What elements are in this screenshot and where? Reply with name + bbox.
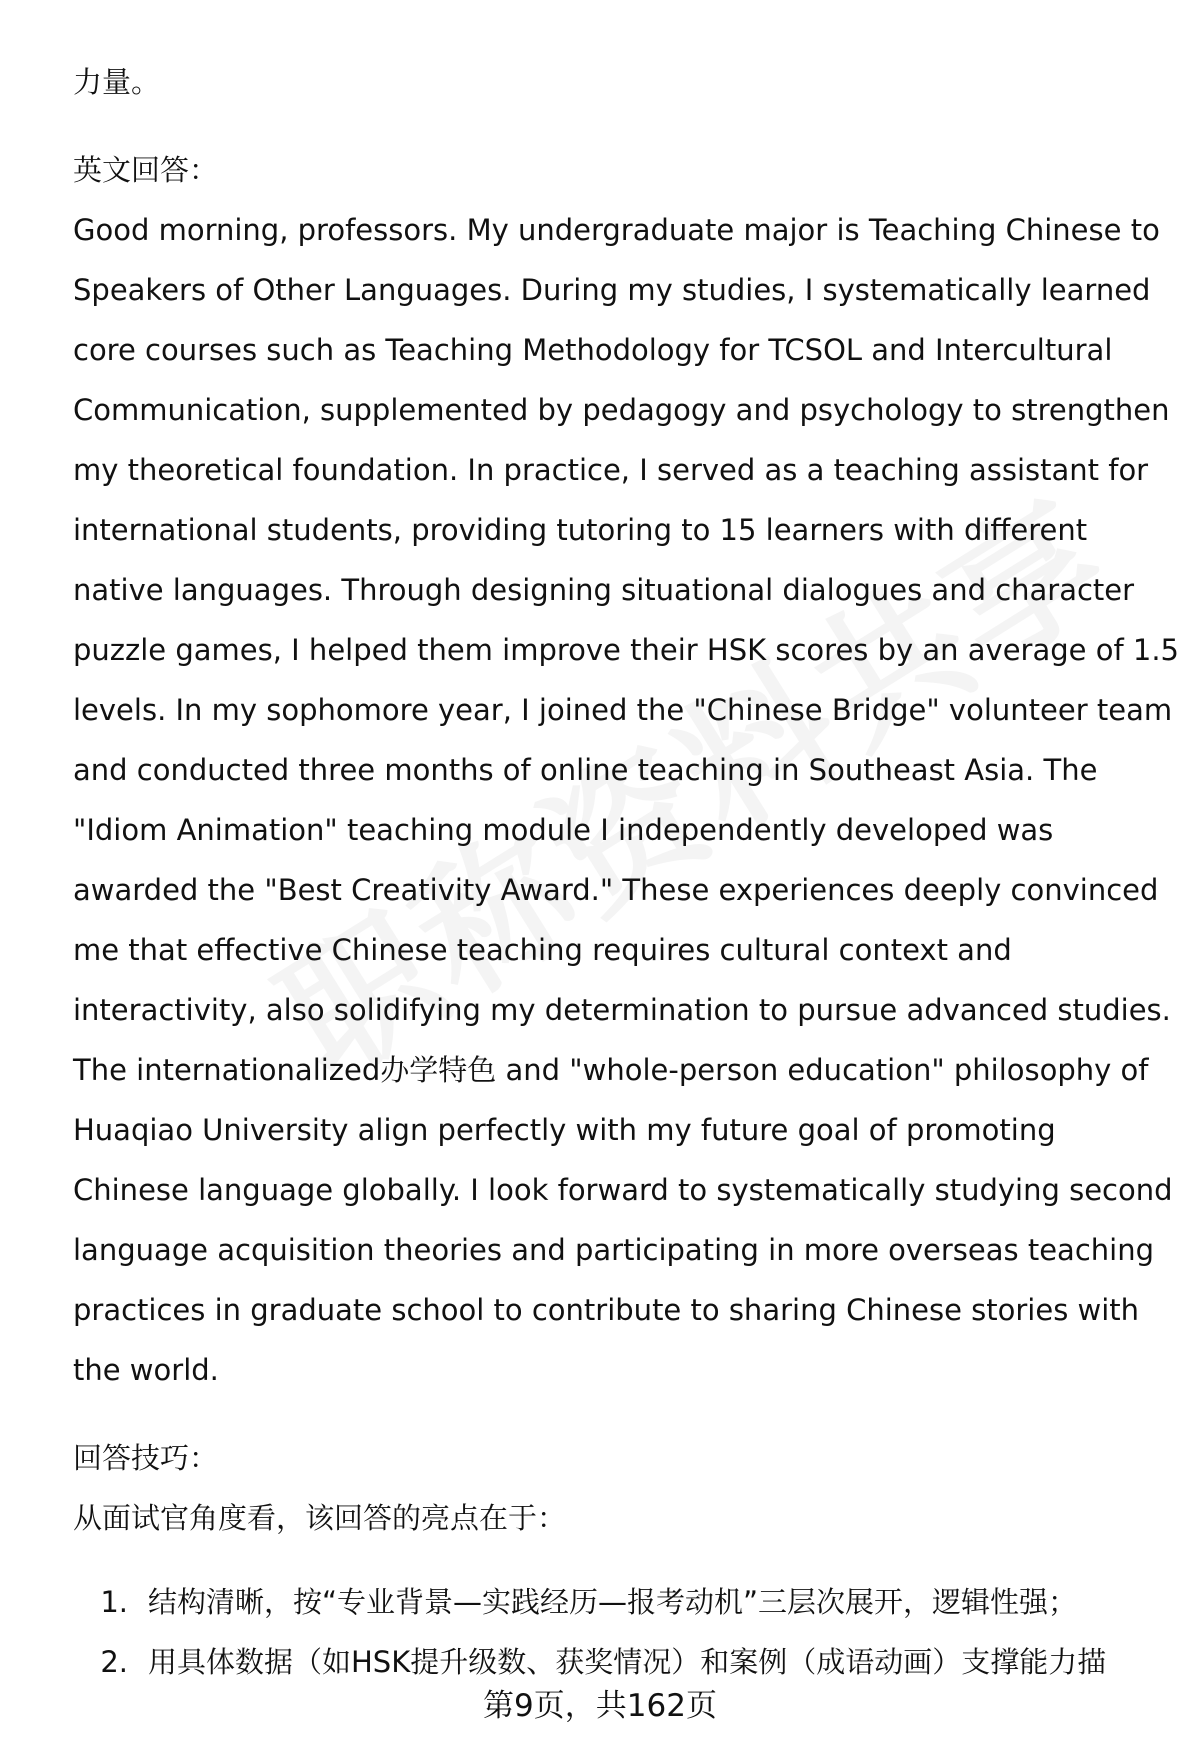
english-answer-line: language acquisition theories and participating in more overseas teaching [73, 1233, 1155, 1267]
intro-tail-text: 力量。 [73, 65, 161, 99]
english-answer-line: Good morning, professors. My undergraduate major is Teaching Chinese to [73, 213, 1160, 247]
english-answer-line: "Idiom Animation" teaching module I independently developed was [73, 813, 1054, 847]
page-content [73, 52, 1179, 1692]
english-answer-line: The internationalized办学特色 and "whole-person education" philosophy of [73, 1053, 1149, 1087]
list-item-text: 结构清晰，按“专业背景—实践经历—报考动机”三层次展开，逻辑性强； [148, 1585, 1078, 1619]
english-answer-line: puzzle games, I helped them improve their HSK scores by an average of 1.5 [73, 633, 1179, 667]
english-answer-heading: 英文回答： [73, 153, 219, 187]
english-answer-line: Huaqiao University align perfectly with my future goal of promoting [73, 1113, 1056, 1147]
page-number-footer: 第9页，共162页 [483, 1688, 717, 1724]
english-answer-line: me that effective Chinese teaching requires cultural context and [73, 933, 1012, 967]
list-item [73, 1572, 1153, 1632]
english-answer-line: Chinese language globally. I look forward to systematically studying second [73, 1173, 1173, 1207]
english-answer-line: the world. [73, 1353, 219, 1387]
tips-list [73, 1572, 1153, 1692]
english-answer-line: awarded the "Best Creativity Award." These experiences deeply convinced [73, 873, 1159, 907]
english-answer-line: core courses such as Teaching Methodology for TCSOL and Intercultural [73, 333, 1113, 367]
list-item [73, 1632, 1153, 1692]
english-answer-line: my theoretical foundation. In practice, I served as a teaching assistant for [73, 453, 1149, 487]
list-item-number: 2. [100, 1645, 128, 1679]
english-answer-line: native languages. Through designing situational dialogues and character [73, 573, 1135, 607]
english-answer-line: practices in graduate school to contribute to sharing Chinese stories with [73, 1293, 1140, 1327]
list-item-text: 用具体数据（如HSK提升级数、获奖情况）和案例（成语动画）支撑能力描 [148, 1645, 1107, 1679]
english-answer-line: Communication, supplemented by pedagogy and psychology to strengthen [73, 393, 1170, 427]
english-answer-line: Speakers of Other Languages. During my studies, I systematically learned [73, 273, 1151, 307]
tips-intro: 从面试官角度看，该回答的亮点在于： [73, 1501, 567, 1535]
tips-heading: 回答技巧： [73, 1441, 219, 1475]
english-answer-line: interactivity, also solidifying my determination to pursue advanced studies. [73, 993, 1171, 1027]
english-answer-line: levels. In my sophomore year, I joined the "Chinese Bridge" volunteer team [73, 693, 1173, 727]
english-answer-line: international students, providing tutoring to 15 learners with different [73, 513, 1088, 547]
english-answer-line: and conducted three months of online teaching in Southeast Asia. The [73, 753, 1098, 787]
list-item-number: 1. [100, 1585, 128, 1619]
english-answer-body [73, 200, 1179, 1400]
